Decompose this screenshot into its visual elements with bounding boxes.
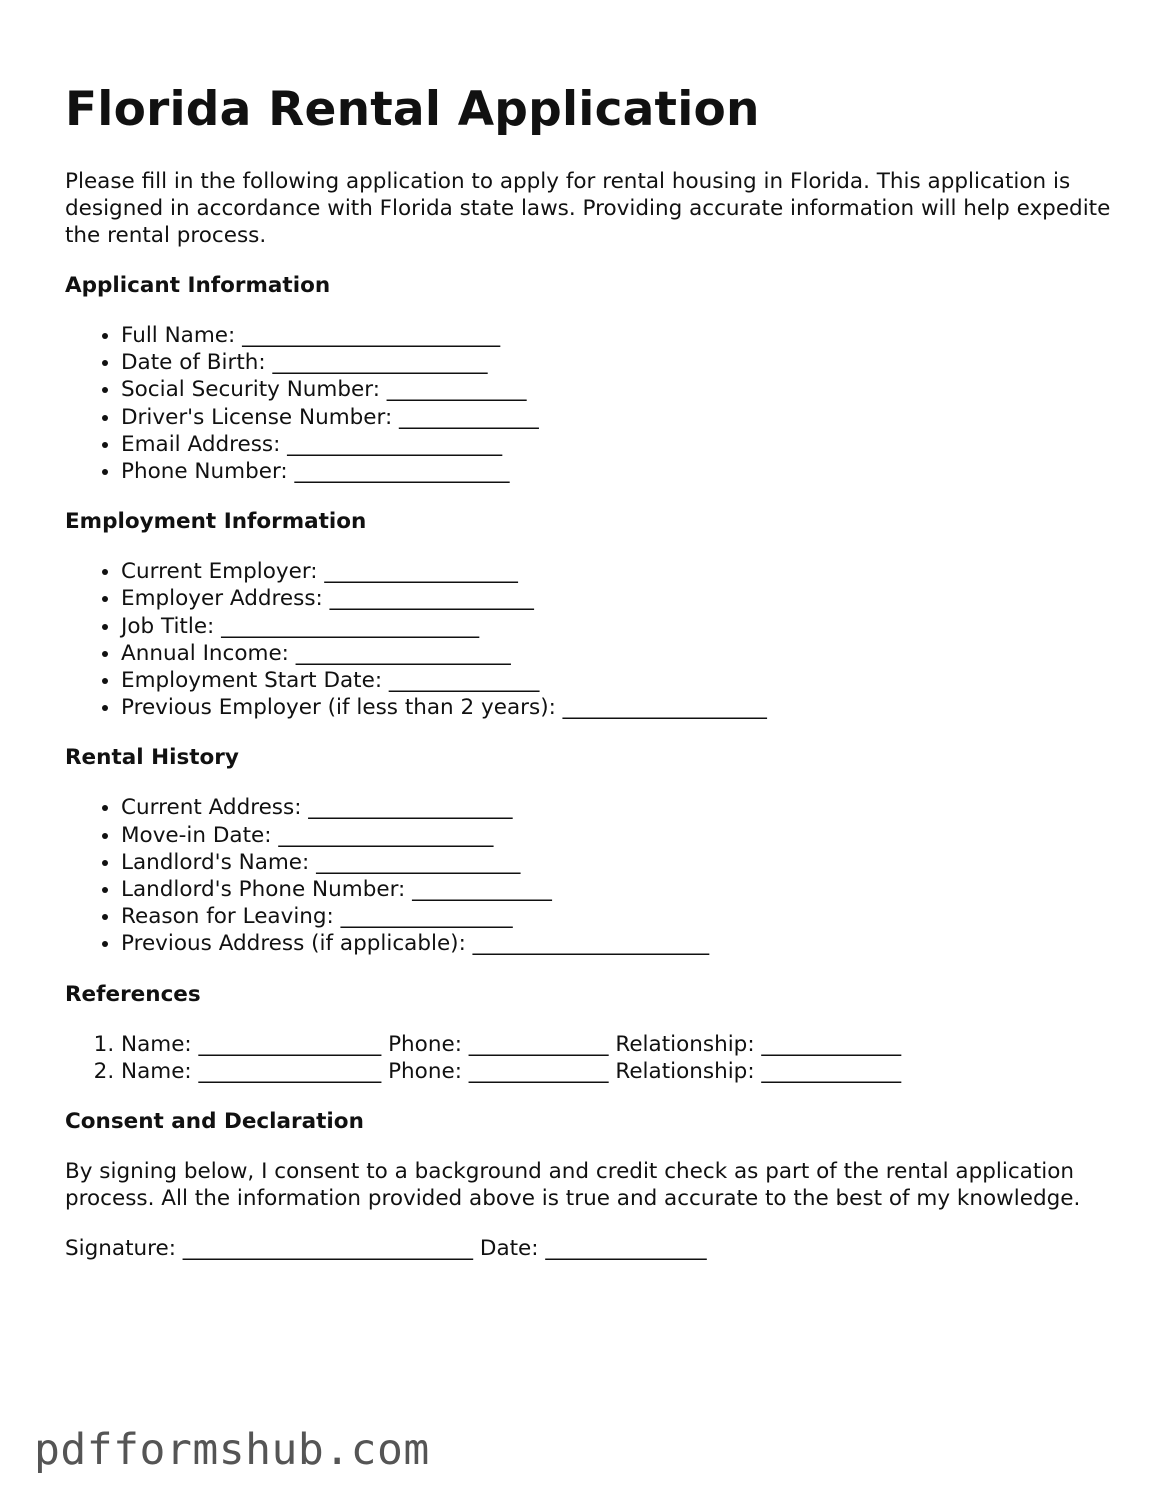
document-page — [65, 78, 1115, 1262]
phone-field[interactable]: • Phone Number: ____________________ — [121, 458, 1115, 485]
job-title-field[interactable]: • Job Title: ________________________ — [121, 613, 1115, 640]
applicant-field-list — [65, 322, 1115, 485]
intro-paragraph: Please fill in the following application to apply for rental housing in Florida. This application is designed in accordance with Florida state laws. Providing accurate information will help expedite the rental process. — [65, 169, 1111, 248]
previous-address-field[interactable]: • Previous Address (if applicable): ______________________ — [121, 930, 1115, 957]
landlord-name-field[interactable]: • Landlord's Name: ___________________ — [121, 849, 1115, 876]
email-field[interactable]: • Email Address: ____________________ — [121, 431, 1115, 458]
reference-2-field[interactable]: 2. Name: _________________ Phone: _____________ Relationship: _____________ — [121, 1058, 1115, 1085]
references-section-heading: References — [65, 981, 201, 1007]
rental-history-field-list — [65, 794, 1115, 957]
date-of-birth-field[interactable]: • Date of Birth: ____________________ — [121, 349, 1115, 376]
current-employer-field[interactable]: • Current Employer: __________________ — [121, 558, 1115, 585]
site-watermark: pdfformshub.com — [34, 1425, 430, 1475]
current-address-field[interactable]: • Current Address: ___________________ — [121, 794, 1115, 821]
page-title: Florida Rental Application — [65, 82, 760, 137]
drivers-license-field[interactable]: • Driver's License Number: _____________ — [121, 404, 1115, 431]
previous-employer-field[interactable]: • Previous Employer (if less than 2 years): ___________________ — [121, 694, 1115, 721]
employment-section-heading: Employment Information — [65, 509, 367, 535]
landlord-phone-field[interactable]: • Landlord's Phone Number: _____________ — [121, 876, 1115, 903]
rental-history-section-heading: Rental History — [65, 745, 239, 771]
full-name-field[interactable]: • Full Name: ________________________ — [121, 322, 1115, 349]
consent-section-heading: Consent and Declaration — [65, 1109, 364, 1135]
employment-field-list — [65, 558, 1115, 721]
signature-date-line[interactable]: Signature: ___________________________ Date: _______________ — [65, 1236, 707, 1262]
reference-1-field[interactable]: 1. Name: _________________ Phone: _____________ Relationship: _____________ — [121, 1031, 1115, 1058]
employer-address-field[interactable]: • Employer Address: ___________________ — [121, 585, 1115, 612]
move-in-date-field[interactable]: • Move-in Date: ____________________ — [121, 822, 1115, 849]
reason-for-leaving-field[interactable]: • Reason for Leaving: ________________ — [121, 903, 1115, 930]
consent-paragraph: By signing below, I consent to a background and credit check as part of the rental application process. All the information provided above is true and accurate to the best of my knowledge. — [65, 1159, 1081, 1212]
employment-start-date-field[interactable]: • Employment Start Date: ______________ — [121, 667, 1115, 694]
ssn-field[interactable]: • Social Security Number: _____________ — [121, 376, 1115, 403]
applicant-section-heading: Applicant Information — [65, 273, 331, 298]
annual-income-field[interactable]: • Annual Income: ____________________ — [121, 640, 1115, 667]
references-list — [65, 1031, 1115, 1085]
